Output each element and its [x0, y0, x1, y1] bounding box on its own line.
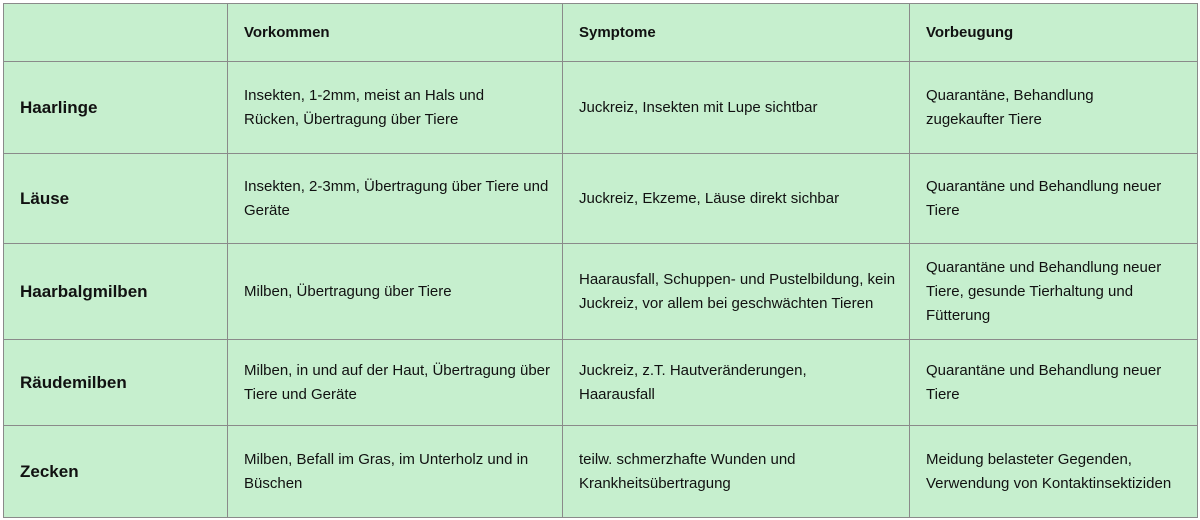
vorkommen-cell: Insekten, 2-3mm, Übertragung über Tiere und Geräte [228, 154, 563, 244]
table-row [4, 340, 1198, 426]
header-cell-vorkommen: Vorkommen [228, 4, 563, 62]
header-cell-vorbeugung: Vorbeugung [910, 4, 1198, 62]
vorkommen-cell: Insekten, 1-2mm, meist an Hals und Rücken, Übertragung über Tiere [228, 62, 563, 154]
row-label: Zecken [4, 426, 228, 518]
vorbeugung-cell: Quarantäne und Behandlung neuer Tiere, gesunde Tierhaltung und Fütterung [910, 244, 1198, 340]
row-label: Haarbalgmilben [4, 244, 228, 340]
table-header-row [4, 4, 1198, 62]
table-row [4, 244, 1198, 340]
vorbeugung-cell: Quarantäne und Behandlung neuer Tiere [910, 154, 1198, 244]
vorkommen-cell: Milben, in und auf der Haut, Übertragung über Tiere und Geräte [228, 340, 563, 426]
header-cell-empty [4, 4, 228, 62]
row-label: Haarlinge [4, 62, 228, 154]
header-cell-symptome: Symptome [563, 4, 910, 62]
vorkommen-cell: Milben, Befall im Gras, im Unterholz und in Büschen [228, 426, 563, 518]
row-label: Räudemilben [4, 340, 228, 426]
symptome-cell: Juckreiz, Ekzeme, Läuse direkt sichbar [563, 154, 910, 244]
vorkommen-cell: Milben, Übertragung über Tiere [228, 244, 563, 340]
row-label: Läuse [4, 154, 228, 244]
table-row [4, 62, 1198, 154]
symptome-cell: Juckreiz, z.T. Hautveränderungen, Haarausfall [563, 340, 910, 426]
symptome-cell: Juckreiz, Insekten mit Lupe sichtbar [563, 62, 910, 154]
table-row [4, 154, 1198, 244]
parasite-table [3, 3, 1198, 518]
symptome-cell: teilw. schmerzhafte Wunden und Krankheitsübertragung [563, 426, 910, 518]
table-row [4, 426, 1198, 518]
vorbeugung-cell: Quarantäne, Behandlung zugekaufter Tiere [910, 62, 1198, 154]
vorbeugung-cell: Quarantäne und Behandlung neuer Tiere [910, 340, 1198, 426]
vorbeugung-cell: Meidung belasteter Gegenden, Verwendung von Kontaktinsektiziden [910, 426, 1198, 518]
symptome-cell: Haarausfall, Schuppen- und Pustelbildung, kein Juckreiz, vor allem bei geschwächten Tieren [563, 244, 910, 340]
